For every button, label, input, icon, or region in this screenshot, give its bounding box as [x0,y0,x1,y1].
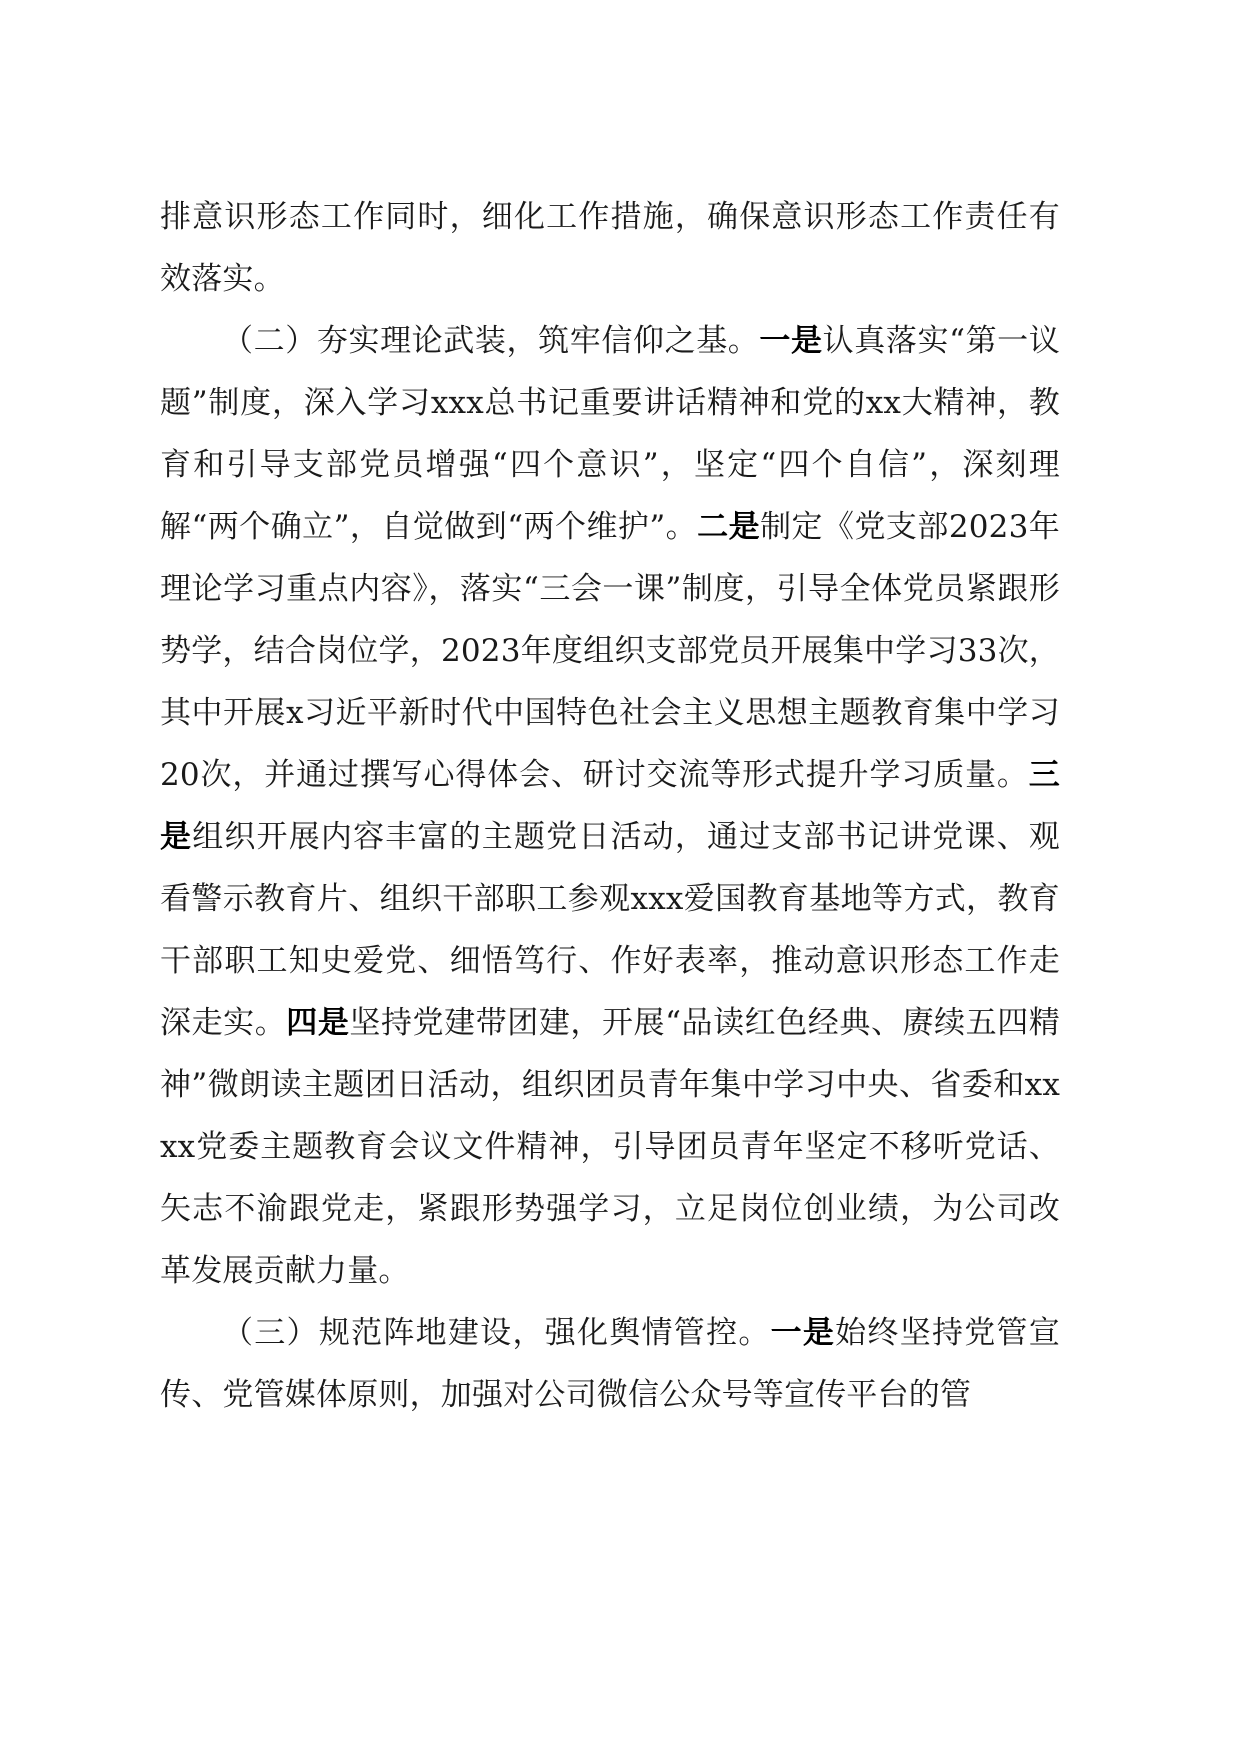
emphasis-marker: 二是 [697,509,761,545]
paragraph-text: 组织开展内容丰富的主题党日活动，通过支部书记讲党课、观看警示教育片、组织干部职工参观xxx爱国教育基地等方式，教育干部职工知史爱党、细悟笃行、作好表率，推动意识形态工作走深走实。 [160,819,1060,1041]
paragraph-text: （三）规范阵地建设，强化舆情管控。 [222,1315,771,1351]
emphasis-marker: 四是 [286,1005,350,1041]
paragraph [160,186,1060,310]
document-page [160,186,1060,1426]
paragraph-text: 排意识形态工作同时，细化工作措施，确保意识形态工作责任有效落实。 [160,199,1060,297]
emphasis-marker: 一是 [770,1315,836,1351]
paragraph-text: 认真落实“第一议题”制度，深入学习xxx总书记重要讲话精神和党的xx大精神，教育和引导支部党员增强“四个意识”，坚定“四个自信”，深刻理解“两个确立”，自觉做到“两个维护”。 [160,323,1060,545]
emphasis-marker: 一是 [759,323,823,359]
paragraph-text: 坚持党建带团建，开展“品读红色经典、赓续五四精神”微朗读主题团日活动，组织团员青年集中学习中央、省委和xxxx党委主题教育会议文件精神，引导团员青年坚定不移听党话、矢志不渝跟党走，紧跟形势强学习，立足岗位创业绩，为公司改革发展贡献力量。 [160,1005,1060,1289]
paragraph-text: 始终坚持党管宣传、党管媒体原则，加强对公司微信公众号等宣传平台的管 [160,1315,1060,1413]
paragraph [160,310,1060,1302]
paragraph-text: 制定《党支部2023年理论学习重点内容》，落实“三会一课”制度，引导全体党员紧跟形势学，结合岗位学，2023年度组织支部党员开展集中学习33次，其中开展x习近平新时代中国特色社会主义思想主题教育集中学习20次，并通过撰写心得体会、研讨交流等形式提升学习质量。 [160,509,1060,793]
emphasis-marker: 三是 [160,757,1060,855]
document-body [160,186,1060,1426]
paragraph-text: （二）夯实理论武装，筑牢信仰之基。 [222,323,760,359]
paragraph [160,1302,1060,1426]
